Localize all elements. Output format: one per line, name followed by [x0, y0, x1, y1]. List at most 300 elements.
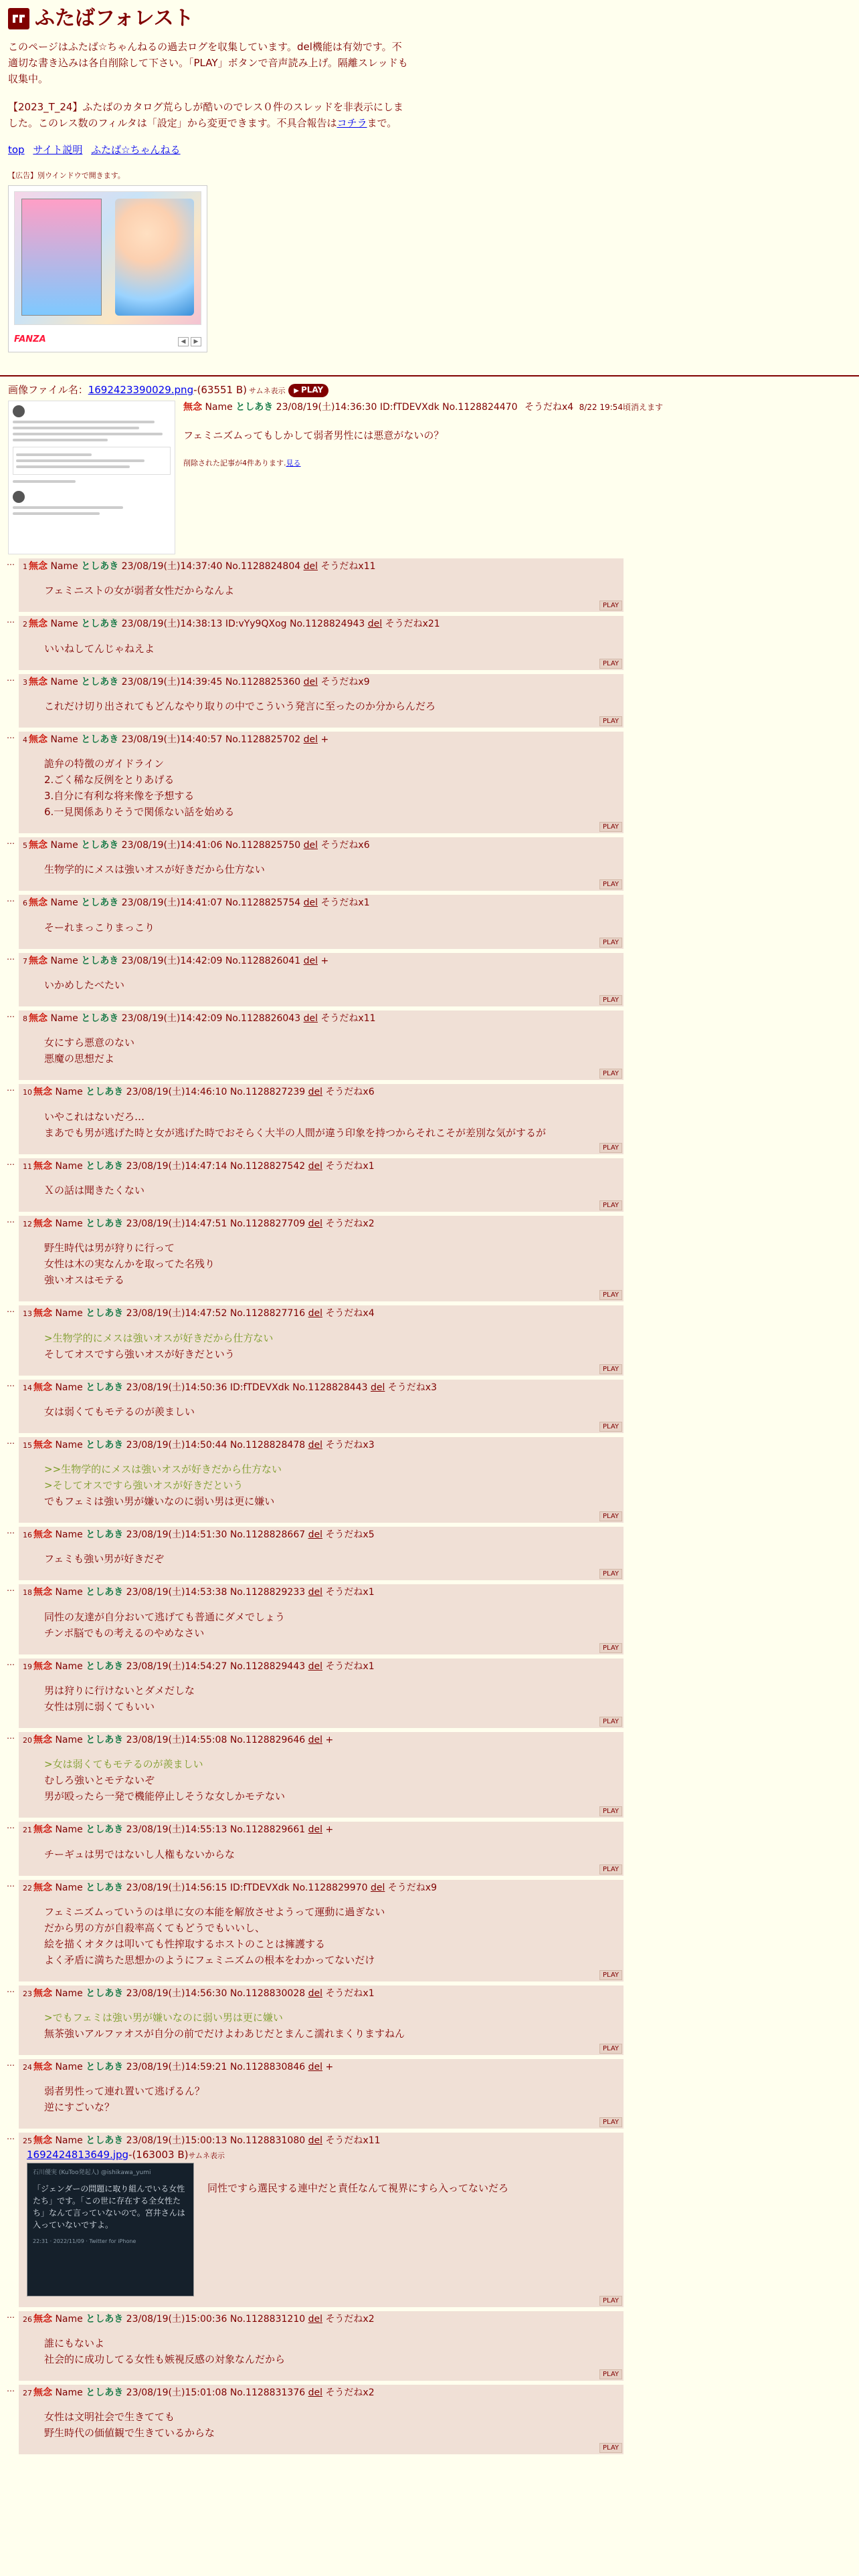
reply-thumbnail[interactable]	[27, 2163, 194, 2296]
reply-sodane-button[interactable]: そうだねx9	[320, 676, 370, 687]
reply-index: 20	[23, 1735, 32, 1745]
reply-index: 1	[23, 562, 27, 571]
reply-sodane-button[interactable]: +	[325, 1734, 334, 1745]
reply-play-button[interactable]: PLAY	[599, 1200, 622, 1210]
reply-number[interactable]: No.1128827542	[229, 1160, 306, 1172]
reply-line: 無茶強いアルファオスが自分の前でだけよわあじだとまんこ濡れまくりますねん	[44, 2028, 405, 2040]
op-name-label: Name	[205, 401, 233, 413]
reply	[19, 2059, 624, 2129]
reply-play-button[interactable]: PLAY	[599, 1364, 622, 1374]
reply-sodane-button[interactable]: そうだねx21	[385, 619, 440, 630]
nav-guide-link[interactable]: サイト説明	[33, 143, 83, 156]
reply-line: チンポ脳でもの考えるのやめなさい	[44, 1626, 205, 1639]
quote-line: >そしてオスですら強いオスが好きだという	[44, 1479, 244, 1492]
reply-play-button[interactable]: PLAY	[599, 938, 622, 948]
reply-id: ID:fTDEVXdk	[229, 1882, 290, 1893]
reply	[19, 616, 624, 669]
reply-line: 同性の友達が自分おいて逃げても普通にダメでしょう	[44, 1610, 286, 1623]
reply-play-button[interactable]: PLAY	[599, 1970, 622, 1980]
futaba-logo-icon	[8, 8, 29, 29]
reply-sodane-button[interactable]: そうだねx1	[325, 1988, 375, 1999]
reply-body	[44, 1683, 618, 1715]
reply-name: としあき	[81, 897, 119, 909]
reply-marker: …	[7, 1214, 15, 1224]
reply-number[interactable]: No.1128830846	[229, 2062, 306, 2073]
reply-index: 13	[23, 1309, 32, 1319]
reply-name: としあき	[86, 1382, 124, 1393]
ad-brand-logo: FANZA	[14, 334, 46, 345]
reply-del-link[interactable]: del	[303, 676, 318, 687]
reply-header	[23, 1823, 618, 1836]
reply-sodane-button[interactable]: そうだねx1	[320, 897, 370, 909]
reply-del-link[interactable]: del	[303, 840, 318, 851]
reply-line: でもフェミは強い男が嫌いなのに弱い男は更に嫌い	[44, 1495, 275, 1508]
reply-header	[23, 560, 618, 573]
reply-datetime: 23/08/19(土)14:40:57	[121, 734, 223, 745]
reply-number[interactable]: No.1128824943	[289, 619, 365, 630]
reply-header	[23, 1085, 618, 1099]
reply-line: いかめしたべたい	[44, 979, 125, 992]
reply-del-link[interactable]: del	[308, 1988, 322, 1999]
reply-play-button[interactable]: PLAY	[599, 659, 622, 669]
reply-subject: 無念	[33, 1988, 52, 1999]
reply-del-link[interactable]: del	[303, 560, 318, 572]
reply-name-label: Name	[55, 1988, 83, 1999]
reply-index: 19	[23, 1662, 32, 1671]
reply-number[interactable]: No.1128829646	[229, 1734, 306, 1745]
op-sodane-button[interactable]: そうだねx4	[524, 401, 574, 413]
reply-number[interactable]: No.1128829443	[229, 1660, 306, 1672]
reply	[19, 953, 624, 1006]
reply-sodane-button[interactable]: そうだねx5	[325, 1529, 375, 1541]
reply-play-button[interactable]: PLAY	[599, 2044, 622, 2054]
reply-body	[44, 1756, 618, 1804]
reply	[19, 1084, 624, 1154]
reply-row	[7, 616, 859, 669]
reply-del-link[interactable]: del	[308, 1218, 322, 1229]
reply-name: としあき	[86, 1988, 124, 1999]
reply	[19, 1584, 624, 1654]
reply-header	[23, 733, 618, 746]
reply-header	[23, 839, 618, 852]
reply-marker: …	[7, 1984, 15, 1994]
reply-line: チーギュは男ではないし人権もないからな	[44, 1848, 235, 1860]
reply-play-button[interactable]: PLAY	[599, 1422, 622, 1432]
reply-number[interactable]: No.1128825360	[225, 676, 301, 687]
reply-name-label: Name	[50, 734, 78, 745]
reply-header	[23, 1307, 618, 1320]
reply-number[interactable]: No.1128829233	[229, 1587, 306, 1598]
reply	[19, 2385, 624, 2454]
reply-del-link[interactable]: del	[370, 1382, 385, 1393]
reply-line: そしてオスですら強いオスが好きだという	[44, 1348, 235, 1360]
reply-row	[7, 2133, 859, 2306]
reply-name-label: Name	[50, 676, 78, 687]
reply-body	[44, 1330, 618, 1362]
reply-sodane-button[interactable]: そうだねx11	[320, 1013, 376, 1025]
reply-sodane-button[interactable]: そうだねx2	[325, 2387, 375, 2398]
op-info	[183, 401, 663, 554]
reply-body	[44, 1609, 618, 1641]
reply-datetime: 23/08/19(土)14:56:15	[126, 1882, 227, 1893]
reply-index: 21	[23, 1826, 32, 1835]
reply-play-button[interactable]: PLAY	[599, 879, 622, 889]
reply-del-link[interactable]: del	[308, 1824, 322, 1836]
reply-play-button[interactable]: PLAY	[599, 2296, 622, 2306]
reply-index: 25	[23, 2137, 32, 2146]
reply-number[interactable]: No.1128826043	[225, 1013, 301, 1025]
reply-file-line	[27, 2148, 618, 2163]
reply-marker: …	[7, 673, 15, 683]
reply-body	[44, 1240, 618, 1288]
reply-marker: …	[7, 1378, 15, 1388]
reply-play-button[interactable]: PLAY	[599, 2443, 622, 2453]
reply-datetime: 23/08/19(土)14:46:10	[126, 1087, 227, 1098]
intro-p2-text: 【2023_T_24】ふたばのカタログ荒らしが酷いのでレス０件のスレッドを非表示にしました。このレス数のフィルタは「設定」から変更できます。不具合報告は	[8, 100, 403, 129]
reply-name: としあき	[86, 1882, 124, 1893]
reply-datetime: 23/08/19(土)14:55:08	[126, 1734, 227, 1745]
reply-del-link[interactable]: del	[308, 1160, 322, 1172]
reply-name: としあき	[81, 560, 119, 572]
reply-row	[7, 2385, 859, 2454]
reply-row	[7, 1880, 859, 1981]
reply-sodane-button[interactable]: そうだねx11	[320, 560, 376, 572]
reply-row	[7, 1216, 859, 1301]
reply-name: としあき	[86, 1087, 124, 1098]
ad-banner[interactable]	[8, 185, 207, 352]
reply	[19, 1732, 624, 1818]
reply-play-button[interactable]: PLAY	[599, 822, 622, 832]
reply-sodane-button[interactable]: そうだねx3	[325, 1439, 375, 1451]
ad-prev-icon[interactable]: ◀	[178, 337, 189, 346]
reply-subject: 無念	[33, 1087, 52, 1098]
reply	[19, 1822, 624, 1875]
reply-play-button[interactable]: PLAY	[599, 2369, 622, 2379]
reply-sodane-button[interactable]: そうだねx1	[325, 1587, 375, 1598]
reply-del-link[interactable]: del	[367, 619, 383, 630]
reply	[19, 1010, 624, 1080]
reply-body	[44, 2083, 618, 2115]
reply-del-link[interactable]: del	[308, 1529, 322, 1541]
reply-sodane-button[interactable]: そうだねx3	[387, 1382, 437, 1393]
reply-id: ID:vYy9QXog	[225, 619, 287, 630]
reply-name-label: Name	[50, 840, 78, 851]
reply-body	[44, 1846, 618, 1862]
ad-image[interactable]	[14, 191, 201, 325]
op-thumb-toggle[interactable]: サムネ表示	[249, 387, 286, 396]
reply-name-label: Name	[55, 1529, 83, 1541]
reply-number[interactable]: No.1128829661	[229, 1824, 306, 1836]
reply-play-button[interactable]: PLAY	[599, 1069, 622, 1079]
reply-line: 詭弁の特徴のガイドライン	[44, 758, 165, 770]
reply-row	[7, 2311, 859, 2381]
nav-futaba-link[interactable]: ふたば☆ちゃんねる	[91, 143, 181, 156]
reply-subject: 無念	[29, 840, 47, 851]
reply-marker: …	[7, 730, 15, 740]
reply-header	[23, 2386, 618, 2399]
reply-sodane-button[interactable]: そうだねx6	[325, 1087, 375, 1098]
nav-top-link[interactable]: top	[8, 143, 25, 156]
reply-name-label: Name	[50, 1013, 78, 1025]
reply-subject: 無念	[29, 734, 47, 745]
reply-datetime: 23/08/19(土)14:51:30	[126, 1529, 227, 1541]
reply-subject: 無念	[33, 2313, 52, 2325]
reply-line: 生物学的にメスは強いオスが好きだから仕方ない	[44, 863, 265, 876]
reply-line: 女は弱くてもモテるのが羨ましい	[44, 1405, 195, 1418]
deleted-text: 削除された記事が4件あります.	[183, 458, 286, 467]
reply-play-button[interactable]: PLAY	[599, 995, 622, 1005]
reply-number[interactable]: No.1128825754	[225, 897, 301, 909]
reply-row	[7, 1305, 859, 1375]
reply-sodane-button[interactable]: そうだねx6	[320, 840, 370, 851]
reply-line: フェミニストの女が弱者女性だからなんよ	[44, 584, 235, 597]
reply-sodane-button[interactable]: +	[325, 1824, 334, 1836]
reply-play-button[interactable]: PLAY	[599, 1806, 622, 1816]
reply-number[interactable]: No.1128828478	[229, 1439, 306, 1451]
reply-datetime: 23/08/19(土)14:53:38	[126, 1587, 227, 1598]
nav-links	[8, 143, 851, 158]
reply-number[interactable]: No.1128825702	[225, 734, 301, 745]
reply-play-button[interactable]: PLAY	[599, 716, 622, 726]
reply-play-button[interactable]: PLAY	[599, 1569, 622, 1579]
reply-line: 6.一見関係ありそうで関係ない話を始める	[44, 806, 235, 819]
reply-line: 絵を描くオタクは叩いても性搾取するホストのことは擁護する	[44, 1937, 326, 1950]
reply-line: 2.ごく稀な反例をとりあげる	[44, 774, 175, 786]
reply-header	[23, 954, 618, 968]
reply-name: としあき	[81, 1013, 119, 1025]
reply-del-link[interactable]: del	[303, 1013, 318, 1025]
reply-row	[7, 674, 859, 728]
reply-body	[44, 2409, 618, 2441]
reply-index: 5	[23, 841, 27, 851]
reply-body	[44, 582, 618, 599]
reply-name: としあき	[81, 734, 119, 745]
reply-name-label: Name	[55, 1087, 83, 1098]
ad-package-image	[21, 199, 102, 316]
reply-name: としあき	[86, 1218, 124, 1229]
reply-name-label: Name	[55, 1587, 83, 1598]
reply	[19, 1305, 624, 1375]
reply-play-button[interactable]: PLAY	[599, 1511, 622, 1521]
reply-marker: …	[7, 2310, 15, 2320]
reply-sodane-button[interactable]: そうだねx4	[325, 1308, 375, 1319]
reply-name: としあき	[86, 1529, 124, 1541]
reply-number[interactable]: No.1128829970	[292, 1882, 368, 1893]
reply-index: 12	[23, 1219, 32, 1228]
reply-line: 女性は別に弱くてもいい	[44, 1700, 155, 1713]
reply-subject: 無念	[29, 560, 47, 572]
reply-line: 女性は文明社会で生きてても	[44, 2411, 175, 2424]
reply-subject: 無念	[33, 1660, 52, 1672]
tweet-avatar-icon	[13, 405, 25, 417]
reply-sodane-button[interactable]: +	[320, 734, 329, 745]
reply-number[interactable]: No.1128826041	[225, 955, 301, 966]
ad-next-icon[interactable]: ▶	[191, 337, 201, 346]
reply-marker: …	[7, 894, 15, 904]
reply-play-button[interactable]: PLAY	[599, 1643, 622, 1653]
reply-del-link[interactable]: del	[308, 2062, 322, 2073]
reply-marker: …	[7, 1010, 15, 1020]
reply-line: 女性は木の実なんかを取ってた名残り	[44, 1258, 215, 1271]
tweet-footer: 22:31 · 2022/11/09 · Twitter for iPhone	[33, 2238, 136, 2245]
reply-file-link[interactable]: 1692424813649.jpg	[27, 2148, 129, 2161]
reply-del-link[interactable]: del	[308, 1308, 322, 1319]
reply-body	[44, 920, 618, 936]
reply-row	[7, 837, 859, 891]
reply-datetime: 23/08/19(土)14:47:14	[126, 1160, 227, 1172]
reply-sodane-button[interactable]: +	[325, 2062, 334, 2073]
reply-number[interactable]: No.1128831080	[229, 2135, 306, 2147]
reply-header	[23, 617, 618, 631]
reply-row	[7, 732, 859, 833]
reply-datetime: 23/08/19(土)14:41:06	[121, 840, 223, 851]
reply-subject: 無念	[33, 2135, 52, 2147]
reply	[19, 1158, 624, 1212]
reply-line: 逆にすごいな？	[44, 2101, 115, 2114]
reply-name: としあき	[86, 1734, 124, 1745]
reply-name-label: Name	[55, 1382, 83, 1393]
reply-header	[23, 2313, 618, 2326]
reply-line: Ｘの話は聞きたくない	[44, 1184, 145, 1196]
reply-del-link[interactable]: del	[308, 1734, 322, 1745]
reply-play-button[interactable]: PLAY	[599, 1143, 622, 1153]
reply	[19, 1527, 624, 1580]
reply-number[interactable]: No.1128824804	[225, 560, 301, 572]
reply-row	[7, 1010, 859, 1080]
reply	[19, 1437, 624, 1523]
reply-number[interactable]: No.1128830028	[229, 1988, 306, 1999]
reply-del-link[interactable]: del	[308, 2387, 322, 2398]
deleted-show-link[interactable]: 見る	[286, 458, 301, 467]
reply-number[interactable]: No.1128831210	[229, 2313, 306, 2325]
reply-body	[44, 2335, 618, 2367]
reply-del-link[interactable]: del	[303, 955, 318, 966]
reply-subject: 無念	[33, 1160, 52, 1172]
op-thumbnail[interactable]	[8, 401, 175, 554]
reply-index: 7	[23, 956, 27, 966]
reply-row	[7, 558, 859, 612]
reply-sodane-button[interactable]: そうだねx9	[387, 1882, 437, 1893]
op-file-link[interactable]: 1692423390029.png	[88, 384, 194, 397]
reply-header	[23, 1733, 618, 1747]
reply-sodane-button[interactable]: そうだねx2	[325, 2313, 375, 2325]
tweet-avatar-icon-2	[13, 491, 25, 503]
site-title	[8, 4, 851, 33]
reply-subject: 無念	[29, 619, 47, 630]
reply-datetime: 23/08/19(土)14:42:09	[121, 955, 223, 966]
reply-index: 6	[23, 899, 27, 908]
reply-sodane-button[interactable]: そうだねx2	[325, 1218, 375, 1229]
reply-subject: 無念	[33, 1824, 52, 1836]
reply	[19, 2133, 624, 2306]
reply-index: 27	[23, 2388, 32, 2397]
reply-number[interactable]: No.1128827239	[229, 1087, 306, 1098]
reply-header	[23, 896, 618, 909]
reply-line: いいねしてんじゃねえよ	[44, 642, 155, 655]
reply-number[interactable]: No.1128831376	[229, 2387, 306, 2398]
reply-del-link[interactable]: del	[308, 1660, 322, 1672]
reply-name: としあき	[81, 619, 119, 630]
reply-index: 11	[23, 1162, 32, 1171]
reply	[19, 732, 624, 833]
reply-name-label: Name	[55, 1439, 83, 1451]
reply-play-button[interactable]: PLAY	[599, 2117, 622, 2127]
reply-index: 18	[23, 1588, 32, 1598]
reply-name: としあき	[86, 2313, 124, 2325]
reply-number[interactable]: No.1128827716	[229, 1308, 306, 1319]
reply-row	[7, 1822, 859, 1875]
reply-del-link[interactable]: del	[308, 1587, 322, 1598]
op-number[interactable]: No.1128824470	[442, 401, 518, 413]
reply-row	[7, 1437, 859, 1523]
reply-header	[23, 675, 618, 689]
reply-play-button[interactable]: PLAY	[599, 601, 622, 611]
reply-row	[7, 1985, 859, 2055]
reply-number[interactable]: No.1128827709	[229, 1218, 306, 1229]
reply-file-size: -(163003 B)	[128, 2148, 189, 2161]
reply	[19, 1880, 624, 1981]
reply-header	[23, 1012, 618, 1025]
op-file-label: 画像ファイル名：	[8, 384, 88, 397]
reply-sodane-button[interactable]: そうだねx11	[325, 2135, 381, 2147]
op-file-line	[8, 383, 851, 398]
reply-row	[7, 1527, 859, 1580]
reply-del-link[interactable]: del	[370, 1882, 385, 1893]
reply-del-link[interactable]: del	[308, 1439, 322, 1451]
reply-sodane-button[interactable]: +	[320, 955, 329, 966]
reply-del-link[interactable]: del	[308, 2135, 322, 2147]
reply-subject: 無念	[33, 1382, 52, 1393]
reply-sodane-button[interactable]: そうだねx1	[325, 1660, 375, 1672]
intro-paragraph-1: このページはふたば☆ちゃんねるの過去ログを収集しています。del機能は有効です。不適切な書き込みは各自削除して下さい。「PLAY」ボタンで音声読み上げ。隔離スレッドも収集中。	[8, 40, 408, 85]
reply-del-link[interactable]: del	[308, 1087, 322, 1098]
reply-marker: …	[7, 615, 15, 625]
reply-name-label: Name	[50, 897, 78, 909]
reply-play-button[interactable]: PLAY	[599, 1864, 622, 1874]
op-play-button[interactable]: ▶ PLAY	[288, 384, 328, 397]
reply	[19, 1985, 624, 2055]
reply-number[interactable]: No.1128828443	[292, 1382, 368, 1393]
reply-header	[23, 1381, 618, 1394]
reply-number[interactable]: No.1128828667	[229, 1529, 306, 1541]
reply	[19, 558, 624, 612]
report-link[interactable]: コチラ	[337, 116, 367, 129]
reply-del-link[interactable]: del	[303, 897, 318, 909]
reply-line: 強いオスはモテる	[44, 1274, 124, 1287]
ad-figures-image	[115, 199, 194, 316]
reply-del-link[interactable]: del	[303, 734, 318, 745]
reply-name-label: Name	[55, 1824, 83, 1836]
reply-name: としあき	[86, 2135, 124, 2147]
reply-thumb-toggle[interactable]: サムネ表示	[188, 2151, 225, 2160]
reply-sodane-button[interactable]: そうだねx1	[325, 1160, 375, 1172]
reply-del-link[interactable]: del	[308, 2313, 322, 2325]
reply-play-button[interactable]: PLAY	[599, 1290, 622, 1300]
reply-body	[44, 641, 618, 657]
reply-name: としあき	[86, 1439, 124, 1451]
reply-play-button[interactable]: PLAY	[599, 1717, 622, 1727]
reply-line: 3.自分に有利な将来像を予想する	[44, 790, 195, 802]
reply-index: 14	[23, 1383, 32, 1392]
reply-marker: …	[7, 1157, 15, 1167]
reply-line: フェミも強い男が好きだぞ	[44, 1553, 165, 1566]
reply-name: としあき	[86, 1660, 124, 1672]
reply-number[interactable]: No.1128825750	[225, 840, 301, 851]
quote-line: >でもフェミは強い男が嫌いなのに弱い男は更に嫌い	[44, 2012, 283, 2024]
reply-subject: 無念	[29, 1013, 47, 1025]
reply-line: 悪魔の思想だよ	[44, 1053, 115, 1065]
reply-datetime: 23/08/19(土)14:56:30	[126, 1988, 227, 1999]
